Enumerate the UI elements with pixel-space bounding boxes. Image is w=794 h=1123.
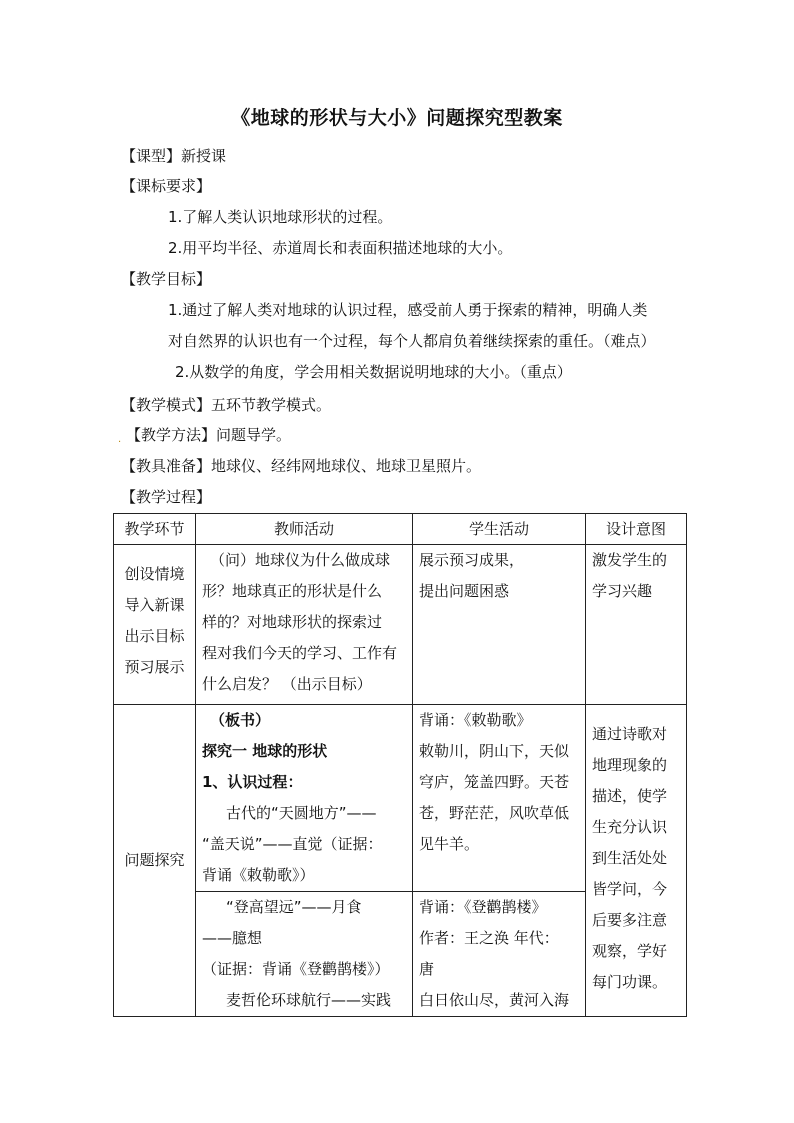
teaching-process-table: [113, 513, 687, 1017]
student-cell-intro: [413, 545, 586, 705]
intent-line: 学习兴趣: [592, 582, 653, 600]
teaching-mode: 【教学模式】五环节教学模式。: [121, 396, 332, 414]
teacher-cell-explore-b: [196, 892, 413, 1017]
board-label: （板书）: [210, 711, 271, 729]
teaching-tools: 【教具准备】地球仪、经纬网地球仪、地球卫星照片。: [121, 457, 482, 475]
intent-line: 通过诗歌对: [592, 725, 668, 743]
standards-heading: 【课标要求】: [121, 177, 212, 195]
header-student: 学生活动: [413, 514, 586, 545]
objectives-heading: 【教学目标】: [121, 270, 212, 288]
teacher-cell-explore-a: [196, 705, 413, 892]
teacher-line: 古代的“天圆地方”——: [226, 804, 377, 822]
student-line: 唐: [419, 960, 435, 978]
standard-item-2: 2.用平均半径、赤道周长和表面积描述地球的大小。: [168, 239, 513, 257]
intent-line: 观察，学好: [592, 942, 668, 960]
intent-line: 描述，使学: [592, 787, 668, 805]
teaching-method: 【教学方法】问题导学。: [126, 426, 292, 444]
teacher-line: 背诵《敕勒歌》）: [202, 866, 315, 884]
student-cell-explore-b: [413, 892, 586, 1017]
intent-cell-intro: [586, 545, 687, 705]
intent-line: 生充分认识: [592, 818, 668, 836]
teacher-line: 什么启发？ （出示目标）: [202, 675, 372, 693]
objective-line-1: 1.通过了解人类对地球的认识过程，感受前人勇于探索的精神，明确人类: [168, 301, 648, 319]
table-row-intro: [114, 545, 687, 705]
header-teacher: 教师活动: [196, 514, 413, 545]
table-row-explore-a: [114, 705, 687, 892]
student-line: 敕勒川，阴山下，天似: [419, 742, 570, 760]
stage-cell-explore: 问题探究: [114, 705, 196, 1017]
intent-line: 激发学生的: [592, 551, 668, 569]
student-line: 作者：王之涣 年代：: [419, 929, 559, 947]
student-cell-explore-a: [413, 705, 586, 892]
objective-line-3: 2.从数学的角度，学会用相关数据说明地球的大小。（重点）: [175, 363, 572, 381]
intent-line: 皆学问，今: [592, 880, 668, 898]
student-line: 背诵：《敕勒歌》: [419, 711, 532, 729]
teacher-line: （问）地球仪为什么做成球: [210, 551, 391, 569]
standard-item-1: 1.了解人类认识地球形状的过程。: [168, 208, 393, 226]
student-line: 展示预习成果，: [419, 551, 525, 569]
stage-line: 创设情境: [124, 565, 185, 583]
student-line: 穹庐，笼盖四野。天苍: [419, 773, 570, 791]
intent-line: 地理现象的: [592, 756, 668, 774]
teacher-cell-intro: [196, 545, 413, 705]
student-line: 苍，野茫茫，风吹草低: [419, 804, 570, 822]
intent-line: 每门功课。: [592, 973, 668, 991]
objective-line-2: 对自然界的认识也有一个过程，每个人都肩负着继续探索的重任。（难点）: [168, 332, 656, 350]
stage-line: 出示目标: [124, 627, 185, 645]
stage-line: 预习展示: [124, 658, 185, 676]
header-stage: 教学环节: [114, 514, 196, 545]
student-line: 背诵：《登鹳鹊楼》: [419, 898, 547, 916]
teacher-line: 程对我们今天的学习、工作有: [202, 644, 398, 662]
teacher-line: ——臆想: [202, 929, 263, 947]
intent-cell-explore: [586, 705, 687, 1017]
lesson-type: 【课型】新授课: [121, 147, 227, 165]
teacher-line: “盖天说”——直觉（证据：: [202, 835, 383, 853]
student-line: 提出问题困惑: [419, 582, 510, 600]
explore-heading: 探究一 地球的形状: [202, 742, 328, 760]
table-header-row: [114, 514, 687, 545]
student-line: 白日依山尽，黄河入海: [419, 991, 570, 1009]
student-line: 见牛羊。: [419, 835, 480, 853]
stage-line: 导入新课: [124, 596, 185, 614]
intent-line: 到生活处处: [592, 849, 668, 867]
process-heading: 【教学过程】: [121, 488, 212, 506]
stage-cell-intro: [114, 545, 196, 705]
teacher-line: 样的？对地球形状的探索过: [202, 613, 383, 631]
stray-dot: .: [118, 434, 122, 445]
document-title: 《地球的形状与大小》问题探究型教案: [231, 107, 563, 129]
teacher-line: （证据：背诵《登鹳鹊楼》）: [202, 960, 390, 978]
header-intent: 设计意图: [586, 514, 687, 545]
teacher-line: 麦哲伦环球航行——实践: [226, 991, 392, 1009]
intent-line: 后要多注意: [592, 911, 668, 929]
teacher-line: “登高望远”——月食: [226, 898, 362, 916]
teacher-line: 形？地球真正的形状是什么: [202, 582, 383, 600]
process-subheading: 1、认识过程：: [202, 773, 303, 791]
